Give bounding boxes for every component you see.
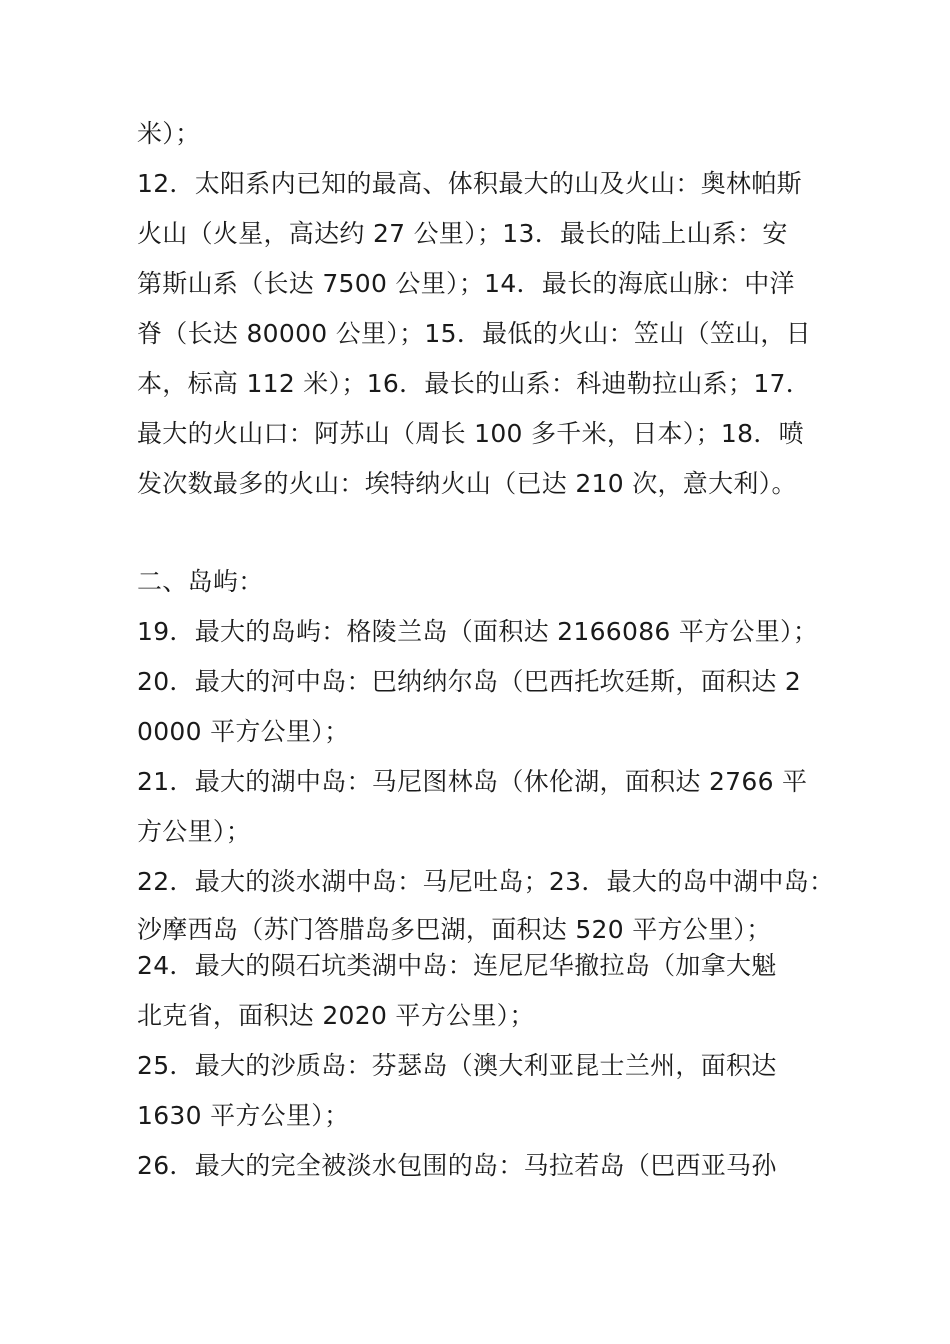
text-line: 0000 平方公里）； xyxy=(137,717,350,746)
text-line: 21．最大的湖中岛：马尼图林岛（休伦湖，面积达 2766 平 xyxy=(137,767,808,796)
text-line: 方公里）； xyxy=(137,817,252,846)
text-line: 25．最大的沙质岛：芬瑟岛（澳大利亚昆士兰州，面积达 xyxy=(137,1051,777,1080)
text-line: 火山（火星，高达约 27 公里）；13．最长的陆上山系：安 xyxy=(137,219,788,248)
text-line: 脊（长达 80000 公里）；15．最低的火山：笠山（笠山，日 xyxy=(137,319,812,348)
text-line: 20．最大的河中岛：巴纳纳尔岛（巴西托坎廷斯，面积达 2 xyxy=(137,667,802,696)
text-line: 1630 平方公里）； xyxy=(137,1101,350,1130)
text-line: 发次数最多的火山：埃特纳火山（已达 210 次，意大利）。 xyxy=(137,469,797,498)
text-line: 19．最大的岛屿：格陵兰岛（面积达 2166086 平方公里）； xyxy=(137,617,819,646)
text-line: 22．最大的淡水湖中岛：马尼吐岛；23．最大的岛中湖中岛： xyxy=(137,867,835,896)
text-line: 沙摩西岛（苏门答腊岛多巴湖，面积达 520 平方公里）； xyxy=(137,915,772,944)
text-line: 米）； xyxy=(137,119,201,148)
text-line: 24．最大的陨石坑类湖中岛：连尼尼华撤拉岛（加拿大魁 xyxy=(137,951,777,980)
text-line: 本，标高 112 米）；16．最长的山系：科迪勒拉山系；17． xyxy=(137,369,812,398)
text-line: 26．最大的完全被淡水包围的岛：马拉若岛（巴西亚马孙 xyxy=(137,1151,777,1180)
section-heading: 二、岛屿： xyxy=(137,567,264,596)
text-line: 最大的火山口：阿苏山（周长 100 多千米，日本）；18．喷 xyxy=(137,419,804,448)
text-line: 第斯山系（长达 7500 公里）；14．最长的海底山脉：中洋 xyxy=(137,269,795,298)
text-line: 北克省，面积达 2020 平方公里）； xyxy=(137,1001,535,1030)
text-line: 12．太阳系内已知的最高、体积最大的山及火山：奥林帕斯 xyxy=(137,169,802,198)
